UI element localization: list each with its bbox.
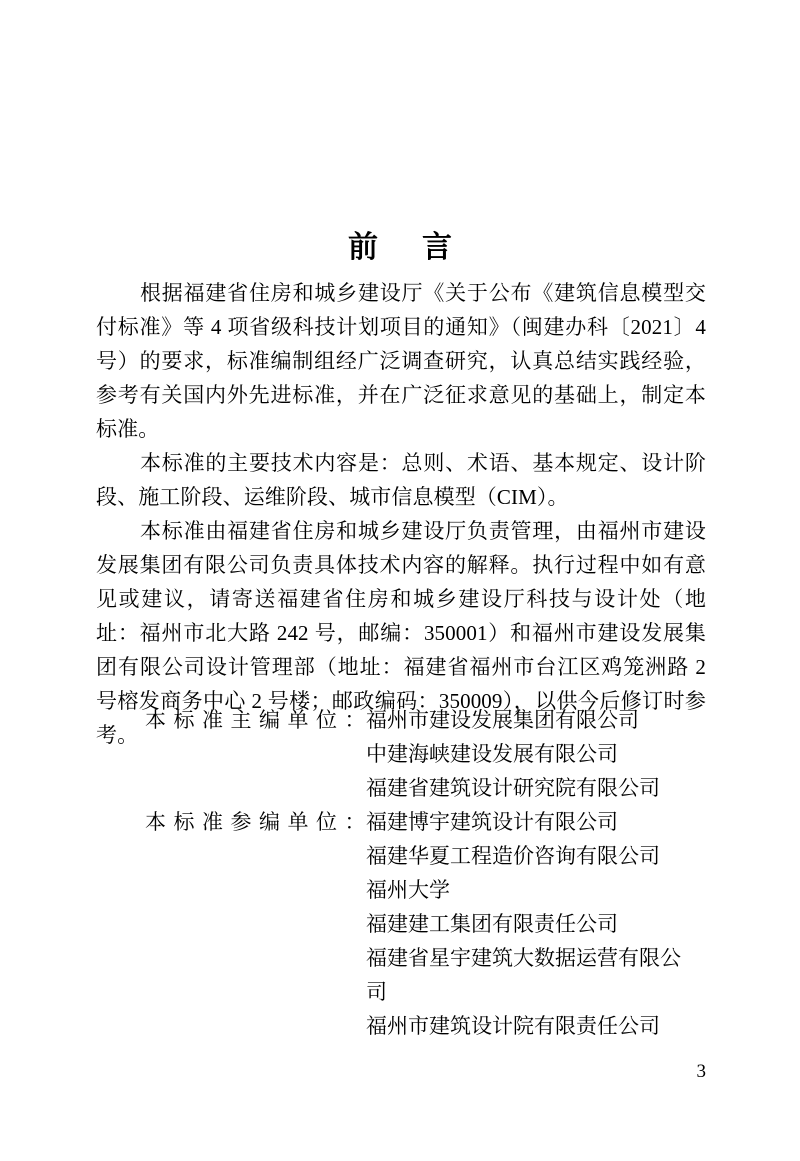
unit-name: 福州市建筑设计院有限责任公司 bbox=[366, 1014, 660, 1038]
paragraph-3: 本标准由福建省住房和城乡建设厅负责管理，由福州市建设发展集团有限公司负责具体技术内容的解释。执行过程中如有意见或建议，请寄送福建省住房和城乡建设厅科技与设计处（地址：福州市北大路 242 号，邮编：350001）和福州市建设发展集团有限公司设计管理部（地址：福建省福州市台江区鸡笼洲路 2 号榕发商务中心 2 号楼；邮政编码：350009），以供今后修订时参考。 bbox=[96, 519, 706, 747]
page-number: 3 bbox=[696, 1061, 706, 1082]
unit-name: 福建建工集团有限责任公司 bbox=[366, 912, 618, 936]
unit-name-list bbox=[366, 805, 706, 1043]
title-char-2: 言 bbox=[422, 231, 452, 265]
unit-name: 福建省星宇建筑大数据运营有限公司 bbox=[366, 946, 681, 1004]
page-title bbox=[0, 227, 800, 269]
unit-name: 福建省建筑设计研究院有限公司 bbox=[366, 776, 660, 800]
unit-group-label: 本标准参编单位： bbox=[145, 810, 373, 834]
unit-name: 福建博宇建筑设计有限公司 bbox=[366, 810, 618, 834]
paragraph-2: 本标准的主要技术内容是：总则、术语、基本规定、设计阶段、施工阶段、运维阶段、城市信息模型（CIM）。 bbox=[96, 451, 706, 509]
title-char-1: 前 bbox=[348, 231, 378, 265]
unit-listing bbox=[96, 703, 706, 1043]
unit-name: 中建海峡建设发展有限公司 bbox=[366, 742, 618, 766]
unit-name-list bbox=[366, 703, 706, 805]
unit-group-label: 本标准主编单位： bbox=[145, 708, 373, 732]
paragraph-1: 根据福建省住房和城乡建设厅《关于公布《建筑信息模型交付标准》等 4 项省级科技计划项目的通知》（闽建办科〔2021〕4 号）的要求，标准编制组经广泛调查研究，认真总结实践经验，参考有关国内外先进标准，并在广泛征求意见的基础上，制定本标准。 bbox=[96, 281, 706, 441]
unit-name: 福建华夏工程造价咨询有限公司 bbox=[366, 844, 660, 868]
unit-group-chief-editors bbox=[96, 703, 706, 805]
unit-name: 福州大学 bbox=[366, 878, 450, 902]
foreword-body bbox=[96, 276, 706, 752]
unit-group-participating-editors bbox=[96, 805, 706, 1043]
unit-name: 福州市建设发展集团有限公司 bbox=[366, 708, 639, 732]
